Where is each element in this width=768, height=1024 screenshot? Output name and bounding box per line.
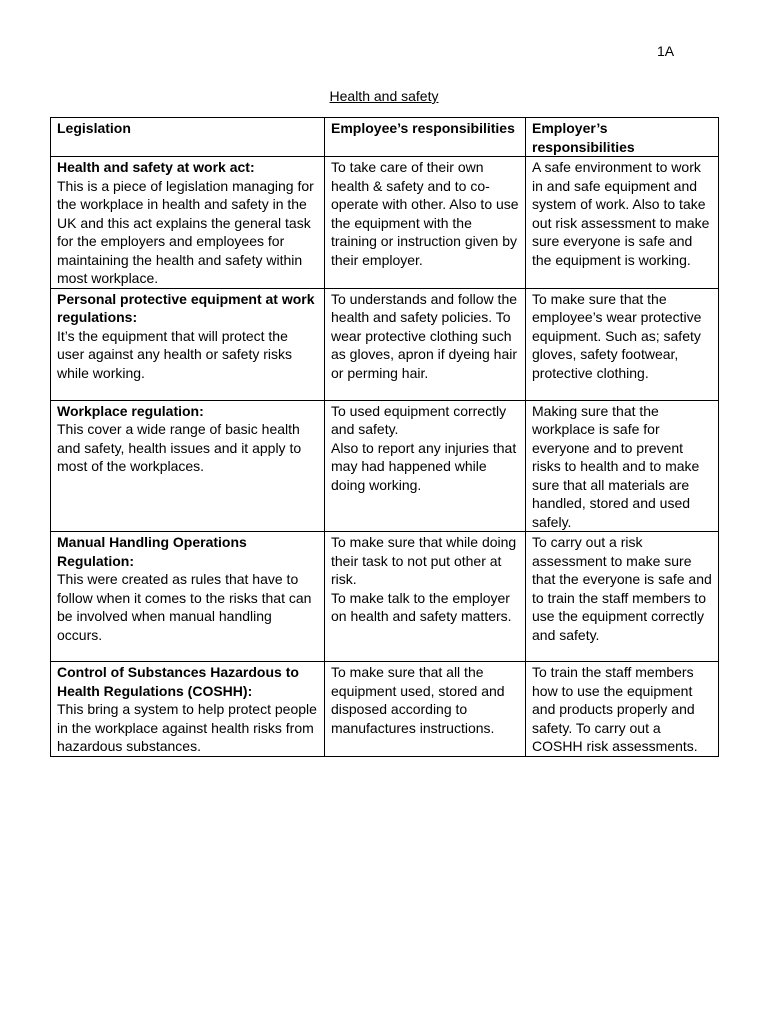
legislation-title: Health and safety at work act: <box>57 159 255 175</box>
employer-cell <box>526 662 719 757</box>
employee-text: To make sure that while doing their task to not put other at risk. To make talk to the employer on health and safety matters. <box>331 534 517 624</box>
legislation-title: Control of Substances Hazardous to Health Regulations (COSHH): <box>57 664 299 699</box>
employer-text: To train the staff members how to use the equipment and products properly and safety. To carry out a COSHH risk assessments. <box>532 664 698 754</box>
legislation-cell <box>51 400 325 532</box>
employee-cell <box>325 288 526 400</box>
table-row <box>51 532 719 662</box>
legislation-cell <box>51 662 325 757</box>
header-employer-responsibilities: Employer’s responsibilities <box>526 118 719 157</box>
table-row <box>51 400 719 532</box>
document-title: Health and safety <box>329 88 439 104</box>
table-row <box>51 157 719 289</box>
legislation-text: This bring a system to help protect people in the workplace against health risks from hazardous substances. <box>57 701 317 754</box>
table-row <box>51 288 719 400</box>
employee-text: To make sure that all the equipment used, stored and disposed according to manufactures instructions. <box>331 664 505 736</box>
legislation-title: Manual Handling Operations Regulation: <box>57 534 247 569</box>
employee-cell <box>325 532 526 662</box>
legislation-cell <box>51 157 325 289</box>
employer-cell <box>526 532 719 662</box>
legislation-text: This were created as rules that have to follow when it comes to the risks that can be involved when manual handling occurs. <box>57 571 312 643</box>
employee-cell <box>325 662 526 757</box>
employer-text: To make sure that the employee’s wear protective equipment. Such as; safety gloves, safety footwear, protective clothing. <box>532 290 702 381</box>
header-employee-responsibilities: Employee’s responsibilities <box>325 118 526 157</box>
employer-text: Making sure that the workplace is safe for everyone and to prevent risks to health and to make sure that all materials are handled, stored and used safely. <box>532 402 700 530</box>
employer-cell <box>526 157 719 289</box>
legislation-title: Workplace regulation: <box>57 402 204 419</box>
legislation-text: It’s the equipment that will protect the user against any health or safety risks while working. <box>57 327 293 381</box>
legislation-cell <box>51 532 325 662</box>
legislation-title: Personal protective equipment at work regulations: <box>57 290 315 325</box>
table-header-row <box>51 118 719 157</box>
header-legislation: Legislation <box>51 118 325 157</box>
employer-cell <box>526 288 719 400</box>
table-row <box>51 662 719 757</box>
legislation-text: This is a piece of legislation managing for the workplace in health and safety in the UK and this act explains the general task for the employers and employees for maintaining the health and safety within most workplace. <box>57 177 314 286</box>
health-safety-table <box>50 117 719 757</box>
employer-text: To carry out a risk assessment to make sure that the everyone is safe and to train the staff members to use the equipment correctly and safety. <box>532 534 712 643</box>
page-number: 1A <box>657 43 675 59</box>
legislation-text: This cover a wide range of basic health and safety, health issues and it apply to most of the workplaces. <box>57 421 302 474</box>
employer-text: A safe environment to work in and safe equipment and system of work. Also to take out risk assessment to make sure everyone is safe and the equipment is working. <box>532 159 710 268</box>
legislation-cell <box>51 288 325 400</box>
employee-text: To understands and follow the health and safety policies. To wear protective clothing such as gloves, apron if dyeing hair or perming hair. <box>331 290 518 381</box>
employee-text: To used equipment correctly and safety. Also to report any injuries that may had happened while doing working. <box>331 402 517 493</box>
employee-text: To take care of their own health & safety and to co-operate with other. Also to use the equipment with the training or instruction given by their employer. <box>331 159 519 268</box>
employee-cell <box>325 157 526 289</box>
employee-cell <box>325 400 526 532</box>
employer-cell <box>526 400 719 532</box>
